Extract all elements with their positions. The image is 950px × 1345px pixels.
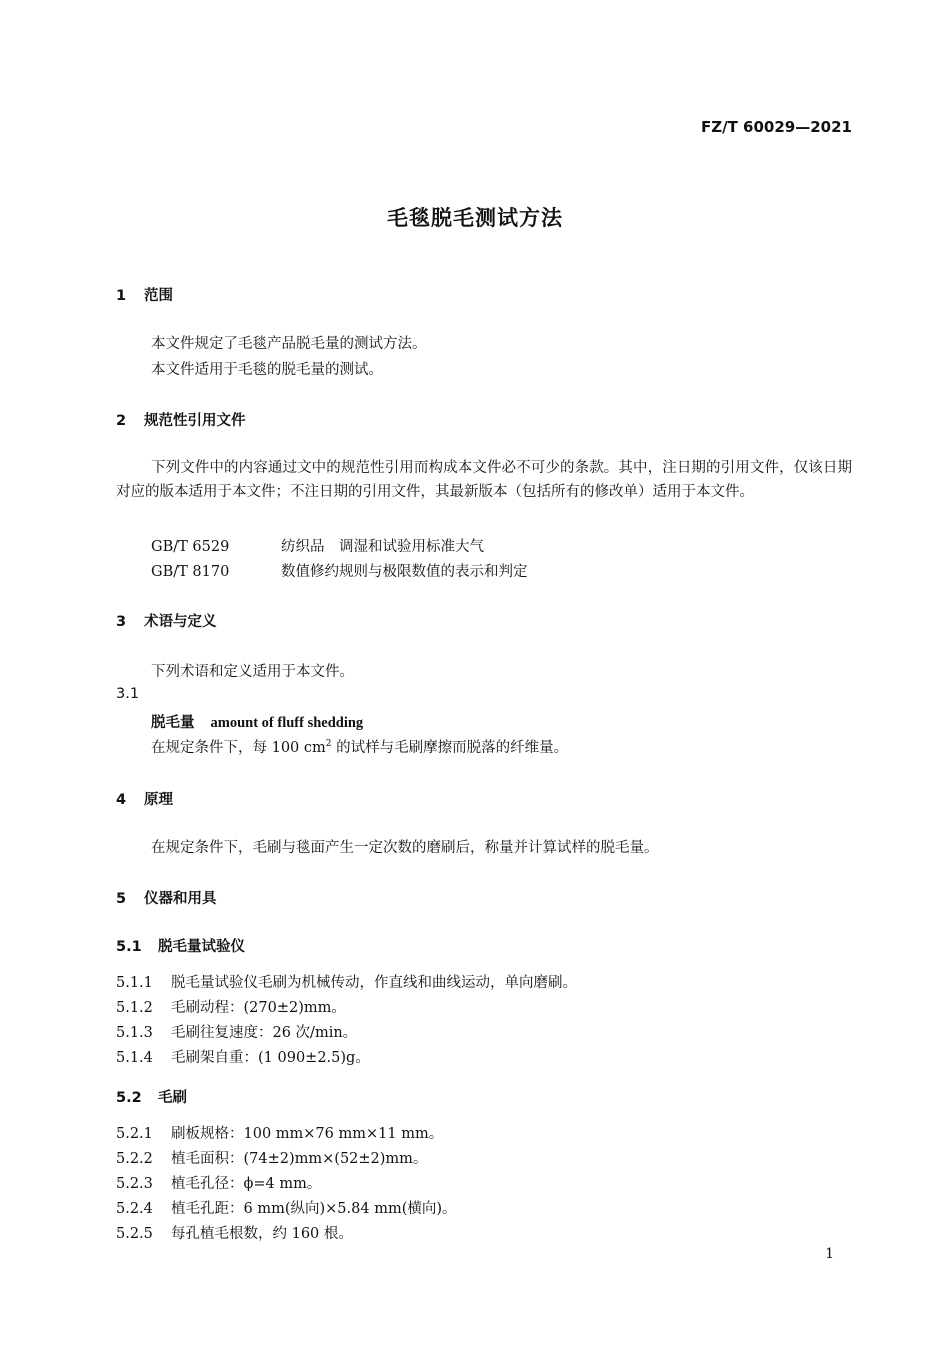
clause-text: 毛刷架自重：(1 090±2.5)g。 xyxy=(171,1050,370,1066)
section-number: 3 xyxy=(116,614,127,630)
clause-text: 植毛孔距：6 mm(纵向)×5.84 mm(横向)。 xyxy=(171,1201,457,1217)
clause-item xyxy=(116,1197,457,1218)
clause-number: 5.1.1 xyxy=(116,975,153,991)
clause-text: 毛刷往复速度：26 次/min。 xyxy=(171,1025,358,1041)
clause-number: 5.1.3 xyxy=(116,1025,153,1041)
clause-item xyxy=(116,1147,427,1168)
subsection-title: 毛刷 xyxy=(158,1090,187,1106)
clause-text: 每孔植毛根数，约 160 根。 xyxy=(171,1226,353,1242)
clause-number: 5.2.4 xyxy=(116,1201,153,1217)
term-entry xyxy=(151,711,363,732)
reference-title: 数值修约规则与极限数值的表示和判定 xyxy=(281,564,528,580)
clause-item xyxy=(116,971,577,992)
reference-title: 纺织品 调湿和试验用标准大气 xyxy=(281,539,484,555)
subsection-number: 5.2 xyxy=(116,1090,142,1106)
clause-item xyxy=(116,1021,357,1042)
term-number: 3.1 xyxy=(116,686,140,702)
term-definition: 在规定条件下，每 100 $cm^2$ 的试样与毛刷摩擦而脱落的纤维量。 xyxy=(151,739,569,756)
clause-item xyxy=(116,1172,321,1193)
reference-code: GB/T 8170 xyxy=(151,564,230,580)
principle-line: 在规定条件下，毛刷与毯面产生一定次数的磨刷后，称量并计算试样的脱毛量。 xyxy=(151,840,659,856)
section-4-heading xyxy=(116,788,173,809)
clause-text: 植毛孔径：ϕ=4 mm。 xyxy=(171,1176,322,1192)
section-number: 5 xyxy=(116,891,127,907)
section-title: 范围 xyxy=(144,288,173,304)
section-title: 规范性引用文件 xyxy=(144,413,246,429)
section-1-heading xyxy=(116,284,173,305)
reference-item xyxy=(151,560,528,581)
subsection-number: 5.1 xyxy=(116,939,142,955)
term-english: amount of fluff shedding xyxy=(210,715,364,731)
section-title: 原理 xyxy=(144,792,173,808)
term-chinese: 脱毛量 xyxy=(151,714,195,731)
superscript: 2 xyxy=(325,739,332,750)
subsection-title: 脱毛量试验仪 xyxy=(158,939,245,955)
reference-item xyxy=(151,535,484,556)
clause-number: 5.1.2 xyxy=(116,1000,153,1016)
section-3-heading xyxy=(116,610,217,631)
scope-line-1: 本文件规定了毛毯产品脱毛量的测试方法。 xyxy=(151,336,427,352)
clause-item xyxy=(116,1046,370,1067)
clause-number: 5.2.5 xyxy=(116,1226,153,1242)
clause-text: 毛刷动程：(270±2)mm。 xyxy=(171,1000,346,1016)
clause-item xyxy=(116,996,346,1017)
section-5-heading xyxy=(116,887,217,908)
terms-intro: 下列术语和定义适用于本文件。 xyxy=(151,664,354,680)
clause-number: 5.2.2 xyxy=(116,1151,153,1167)
clause-text: 植毛面积：(74±2)mm×(52±2)mm。 xyxy=(171,1151,428,1167)
reference-code: GB/T 6529 xyxy=(151,539,230,555)
clause-text: 刷板规格：100 mm×76 mm×11 mm。 xyxy=(171,1126,444,1142)
section-number: 1 xyxy=(116,288,127,304)
clause-number: 5.2.3 xyxy=(116,1176,153,1192)
scope-line-2: 本文件适用于毛毯的脱毛量的测试。 xyxy=(151,362,383,378)
section-number: 2 xyxy=(116,413,127,429)
clause-item xyxy=(116,1122,443,1143)
clause-number: 5.1.4 xyxy=(116,1050,153,1066)
clause-number: 5.2.1 xyxy=(116,1126,153,1142)
subsection-5-2-heading xyxy=(116,1086,187,1107)
clause-text: 脱毛量试验仪毛刷为机械传动，作直线和曲线运动，单向磨刷。 xyxy=(171,975,577,991)
section-number: 4 xyxy=(116,792,127,808)
document-title: 毛毯脱毛测试方法 xyxy=(387,206,563,230)
standard-code: FZ/T 60029—2021 xyxy=(701,118,852,136)
section-title: 术语与定义 xyxy=(144,614,217,630)
subsection-5-1-heading xyxy=(116,935,245,956)
page-number: 1 xyxy=(825,1246,834,1262)
clause-item xyxy=(116,1222,353,1243)
section-2-heading xyxy=(116,409,246,430)
normative-references-paragraph: 下列文件中的内容通过文中的规范性引用而构成本文件必不可少的条款。其中，注日期的引用文件，仅该日期对应的版本适用于本文件；不注日期的引用文件，其最新版本（包括所有的修改单）适用于本文件。 xyxy=(116,460,852,500)
section-title: 仪器和用具 xyxy=(144,891,217,907)
